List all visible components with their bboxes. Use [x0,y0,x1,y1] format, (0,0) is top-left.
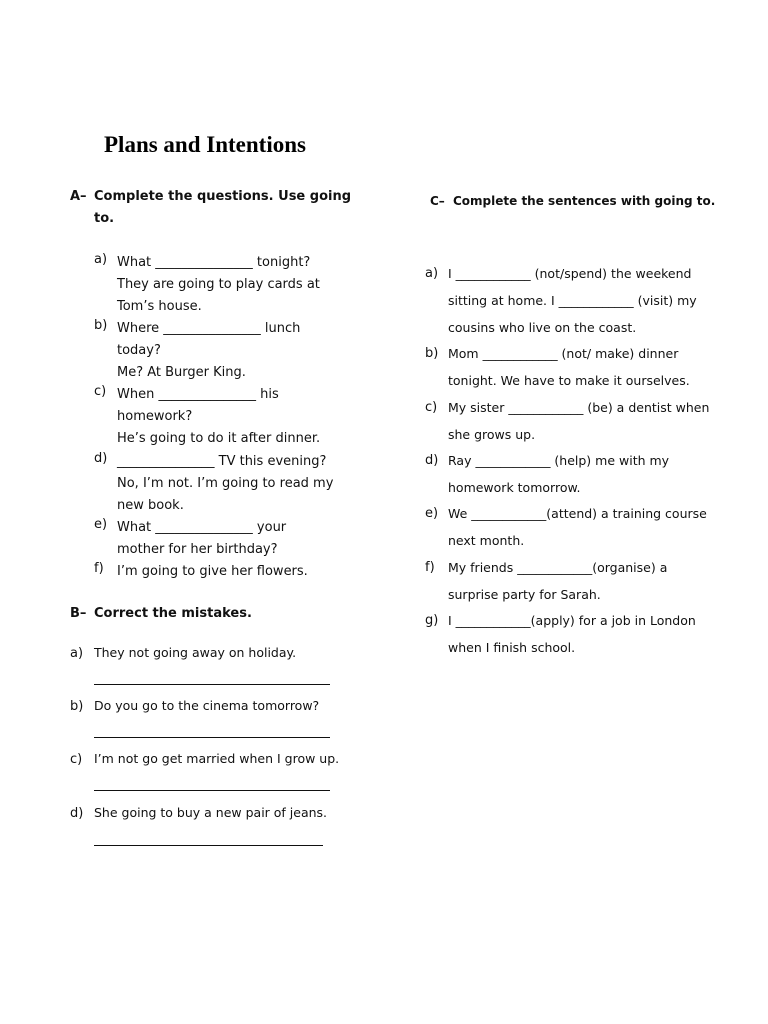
sentence-line: Ray ____________ (help) me with my [448,453,670,468]
mistake-sentence: I’m not go get married when I grow up. [94,751,340,766]
answer-line [94,684,330,685]
item-marker: b) [94,318,108,333]
item-marker: g) [425,613,439,628]
answer-line [94,790,330,791]
question-line: No, I’m not. I’m going to read my [117,476,334,491]
item-marker: f) [94,561,104,576]
question-line: homework? [117,409,193,424]
sentence-line: tonight. We have to make it ourselves. [448,373,690,388]
sentence-line: sitting at home. I ____________ (visit) my [448,293,697,308]
sentence-line: My sister ____________ (be) a dentist when [448,400,710,415]
question-line: He’s going to do it after dinner. [117,431,321,446]
item-marker: b) [70,699,84,714]
question-line: today? [117,343,161,358]
item-marker: c) [425,400,438,415]
item-marker: f) [425,560,435,575]
question-line: Where _______________ lunch [117,321,301,336]
item-marker: c) [94,384,107,399]
section-c-letter: C– [430,194,445,208]
sentence-line: Mom ____________ (not/ make) dinner [448,346,679,361]
item-marker: a) [70,646,84,661]
sentence-line: homework tomorrow. [448,480,581,495]
item-marker: b) [425,346,439,361]
item-marker: a) [425,266,439,281]
section-a-instruction: Complete the questions. Use going [94,189,352,204]
item-marker: e) [94,517,108,532]
item-marker: d) [70,806,84,821]
mistake-sentence: She going to buy a new pair of jeans. [94,805,328,820]
sentence-line: My friends ____________(organise) a [448,560,668,575]
sentence-line: she grows up. [448,427,536,442]
section-a-letter: A– [70,189,87,204]
question-line: When _______________ his [117,387,279,402]
question-line: They are going to play cards at [117,277,320,292]
mistake-sentence: Do you go to the cinema tomorrow? [94,698,320,713]
question-line: mother for her birthday? [117,542,278,557]
section-b-letter: B– [70,606,87,621]
item-marker: d) [425,453,439,468]
sentence-line: I ____________(apply) for a job in London [448,613,696,628]
item-marker: e) [425,506,439,521]
answer-line [94,737,330,738]
question-line: What _______________ tonight? [117,255,311,270]
sentence-line: cousins who live on the coast. [448,320,637,335]
sentence-line: next month. [448,533,525,548]
sentence-line: I ____________ (not/spend) the weekend [448,266,692,281]
section-c-instruction: Complete the sentences with going to. [453,194,716,208]
item-marker: c) [70,752,83,767]
sentence-line: when I finish school. [448,640,576,655]
question-line: What _______________ your [117,520,287,535]
answer-line [94,845,323,846]
sentence-line: We ____________(attend) a training course [448,506,707,521]
question-line: _______________ TV this evening? [117,454,327,469]
item-marker: a) [94,252,108,267]
sentence-line: surprise party for Sarah. [448,587,601,602]
section-a-instruction-cont: to. [94,211,115,226]
question-line: new book. [117,498,184,513]
mistake-sentence: They not going away on holiday. [94,645,297,660]
question-line: Me? At Burger King. [117,365,246,380]
page-title: Plans and Intentions [104,132,306,157]
question-line: Tom’s house. [117,299,202,314]
item-marker: d) [94,451,108,466]
question-line: I’m going to give her flowers. [117,564,308,579]
section-b-instruction: Correct the mistakes. [94,606,252,621]
